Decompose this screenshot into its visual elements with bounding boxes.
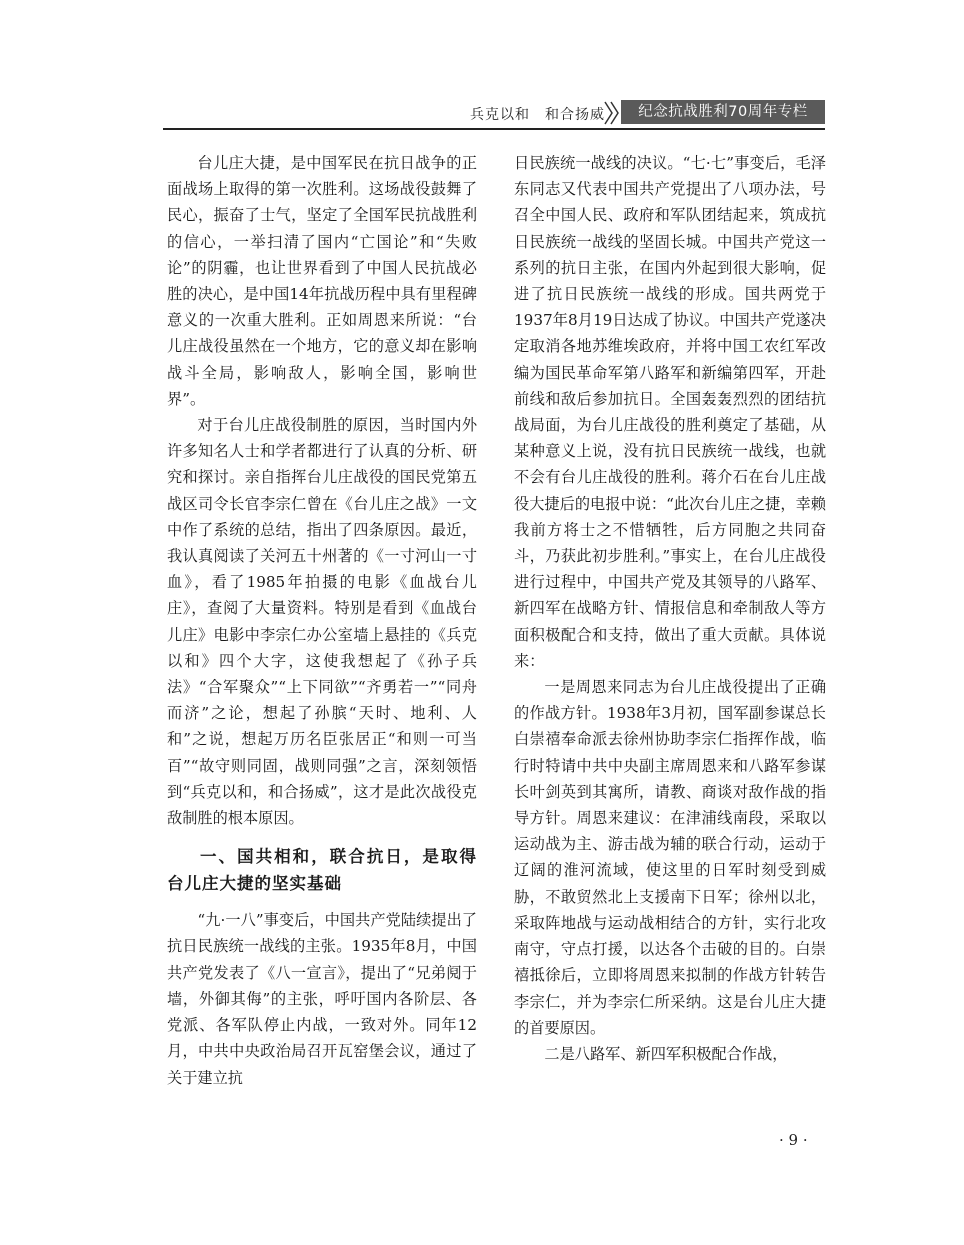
paragraph-zhou-enlai-strategy: 一是周恩来同志为台儿庄战役提出了正确的作战方针。1938年3月初，国军副参谋总长白崇禧奉命派去徐州协助李宗仁指挥作战，临行时特请中共中央副主席周恩来和八路军参谋长叶剑英到其寓所，请教、商谈对敌作战的指导方针。周恩来建议：在津浦线南段，采取以运动战为主、游击战为辅的联合行动，运动于辽阔的淮河流域，使这里的日军时刻受到威胁，不敢贸然北上支援南下日军；徐州以北，采取阵地战与运动战相结合的方针，实行北攻南守，守点打援，以达各个击破的目的。白崇禧抵徐后，立即将周恩来拟制的作战方针转告李宗仁，并为李宗仁所采纳。这是台儿庄大捷的首要原因。 [514, 678, 826, 1037]
double-chevron-icon [603, 100, 621, 126]
paragraph-united-front: “九·一八”事变后，中国共产党陆续提出了抗日民族统一战线的主张。1935年8月，中国共产党发表了《八一宣言》，提出了“兄弟阋于墙，外御其侮”的主张，呼吁国内各阶层、各党派、各军队停止内战，一致对外。同年12月，中共中央政治局召开瓦窑堡会议，通过了关于建立抗 [167, 911, 477, 1087]
right-column [514, 150, 826, 1067]
page-number: · 9 · [779, 1131, 808, 1149]
header-article-title: 兵克以和 和合扬威 [470, 107, 605, 123]
section-heading-1: 一、国共相和，联合抗日，是取得台儿庄大捷的坚实基础 [167, 847, 477, 894]
paragraph-intro: 台儿庄大捷，是中国军民在抗日战争的正面战场上取得的第一次胜利。这场战役鼓舞了民心，振奋了士气，坚定了全国军民抗战胜利的信心，一举扫清了国内“亡国论”和“失败论”的阴霾，也让世界看到了中国人民抗战必胜的决心，是中国14年抗战历程中具有里程碑意义的一次重大胜利。正如周恩来所说：“台儿庄战役虽然在一个地方，它的意义却在影响战斗全局，影响敌人，影响全国，影响世界”。 [167, 154, 477, 408]
header-column-banner: 纪念抗战胜利70周年专栏 [621, 100, 825, 124]
running-header [163, 98, 825, 130]
paragraph-causes: 对于台儿庄战役制胜的原因，当时国内外许多知名人士和学者都进行了认真的分析、研究和探讨。亲自指挥台儿庄战役的国民党第五战区司令长官李宗仁曾在《台儿庄之战》一文中作了系统的总结，指出了四条原因。最近，我认真阅读了关河五十州著的《一寸河山一寸血》，看了1985年拍摄的电影《血战台儿庄》，查阅了大量资料。特别是看到《血战台儿庄》电影中李宗仁办公室墙上悬挂的《兵克以和》四个大字，这使我想起了《孙子兵法》“合军聚众”“上下同欲”“齐勇若一”“同舟而济”之论，想起了孙膑“天时、地利、人和”之说，想起万历名臣张居正“和则一可当百”“故守则同固，战则同强”之言，深刻领悟到“兵克以和，和合扬威”，这才是此次战役克敌制胜的根本原因。 [167, 416, 477, 828]
left-column [167, 150, 477, 1091]
paragraph-eighth-route-army: 二是八路军、新四军积极配合作战， [544, 1044, 788, 1063]
paragraph-continued: 日民族统一战线的决议。“七·七”事变后，毛泽东同志又代表中国共产党提出了八项办法，号召全中国人民、政府和军队团结起来，筑成抗日民族统一战线的坚固长城。中国共产党这一系列的抗日主张，在国内外起到很大影响，促进了抗日民族统一战线的形成。国共两党于1937年8月19日达成了协议。中国共产党遂决定取消各地苏维埃政府，并将中国工农红军改编为国民革命军第八路军和新编第四军，开赴前线和敌后参加抗日。全国轰轰烈烈的团结抗战局面，为台儿庄战役的胜利奠定了基础，从某种意义上说，没有抗日民族统一战线，也就不会有台儿庄战役的胜利。蒋介石在台儿庄战役大捷后的电报中说：“此次台儿庄之捷，幸赖我前方将士之不惜牺牲，后方同胞之共同奋斗，乃获此初步胜利。”事实上，在台儿庄战役进行过程中，中国共产党及其领导的八路军、新四军在战略方针、情报信息和牵制敌人等方面积极配合和支持，做出了重大贡献。具体说来： [514, 154, 826, 670]
